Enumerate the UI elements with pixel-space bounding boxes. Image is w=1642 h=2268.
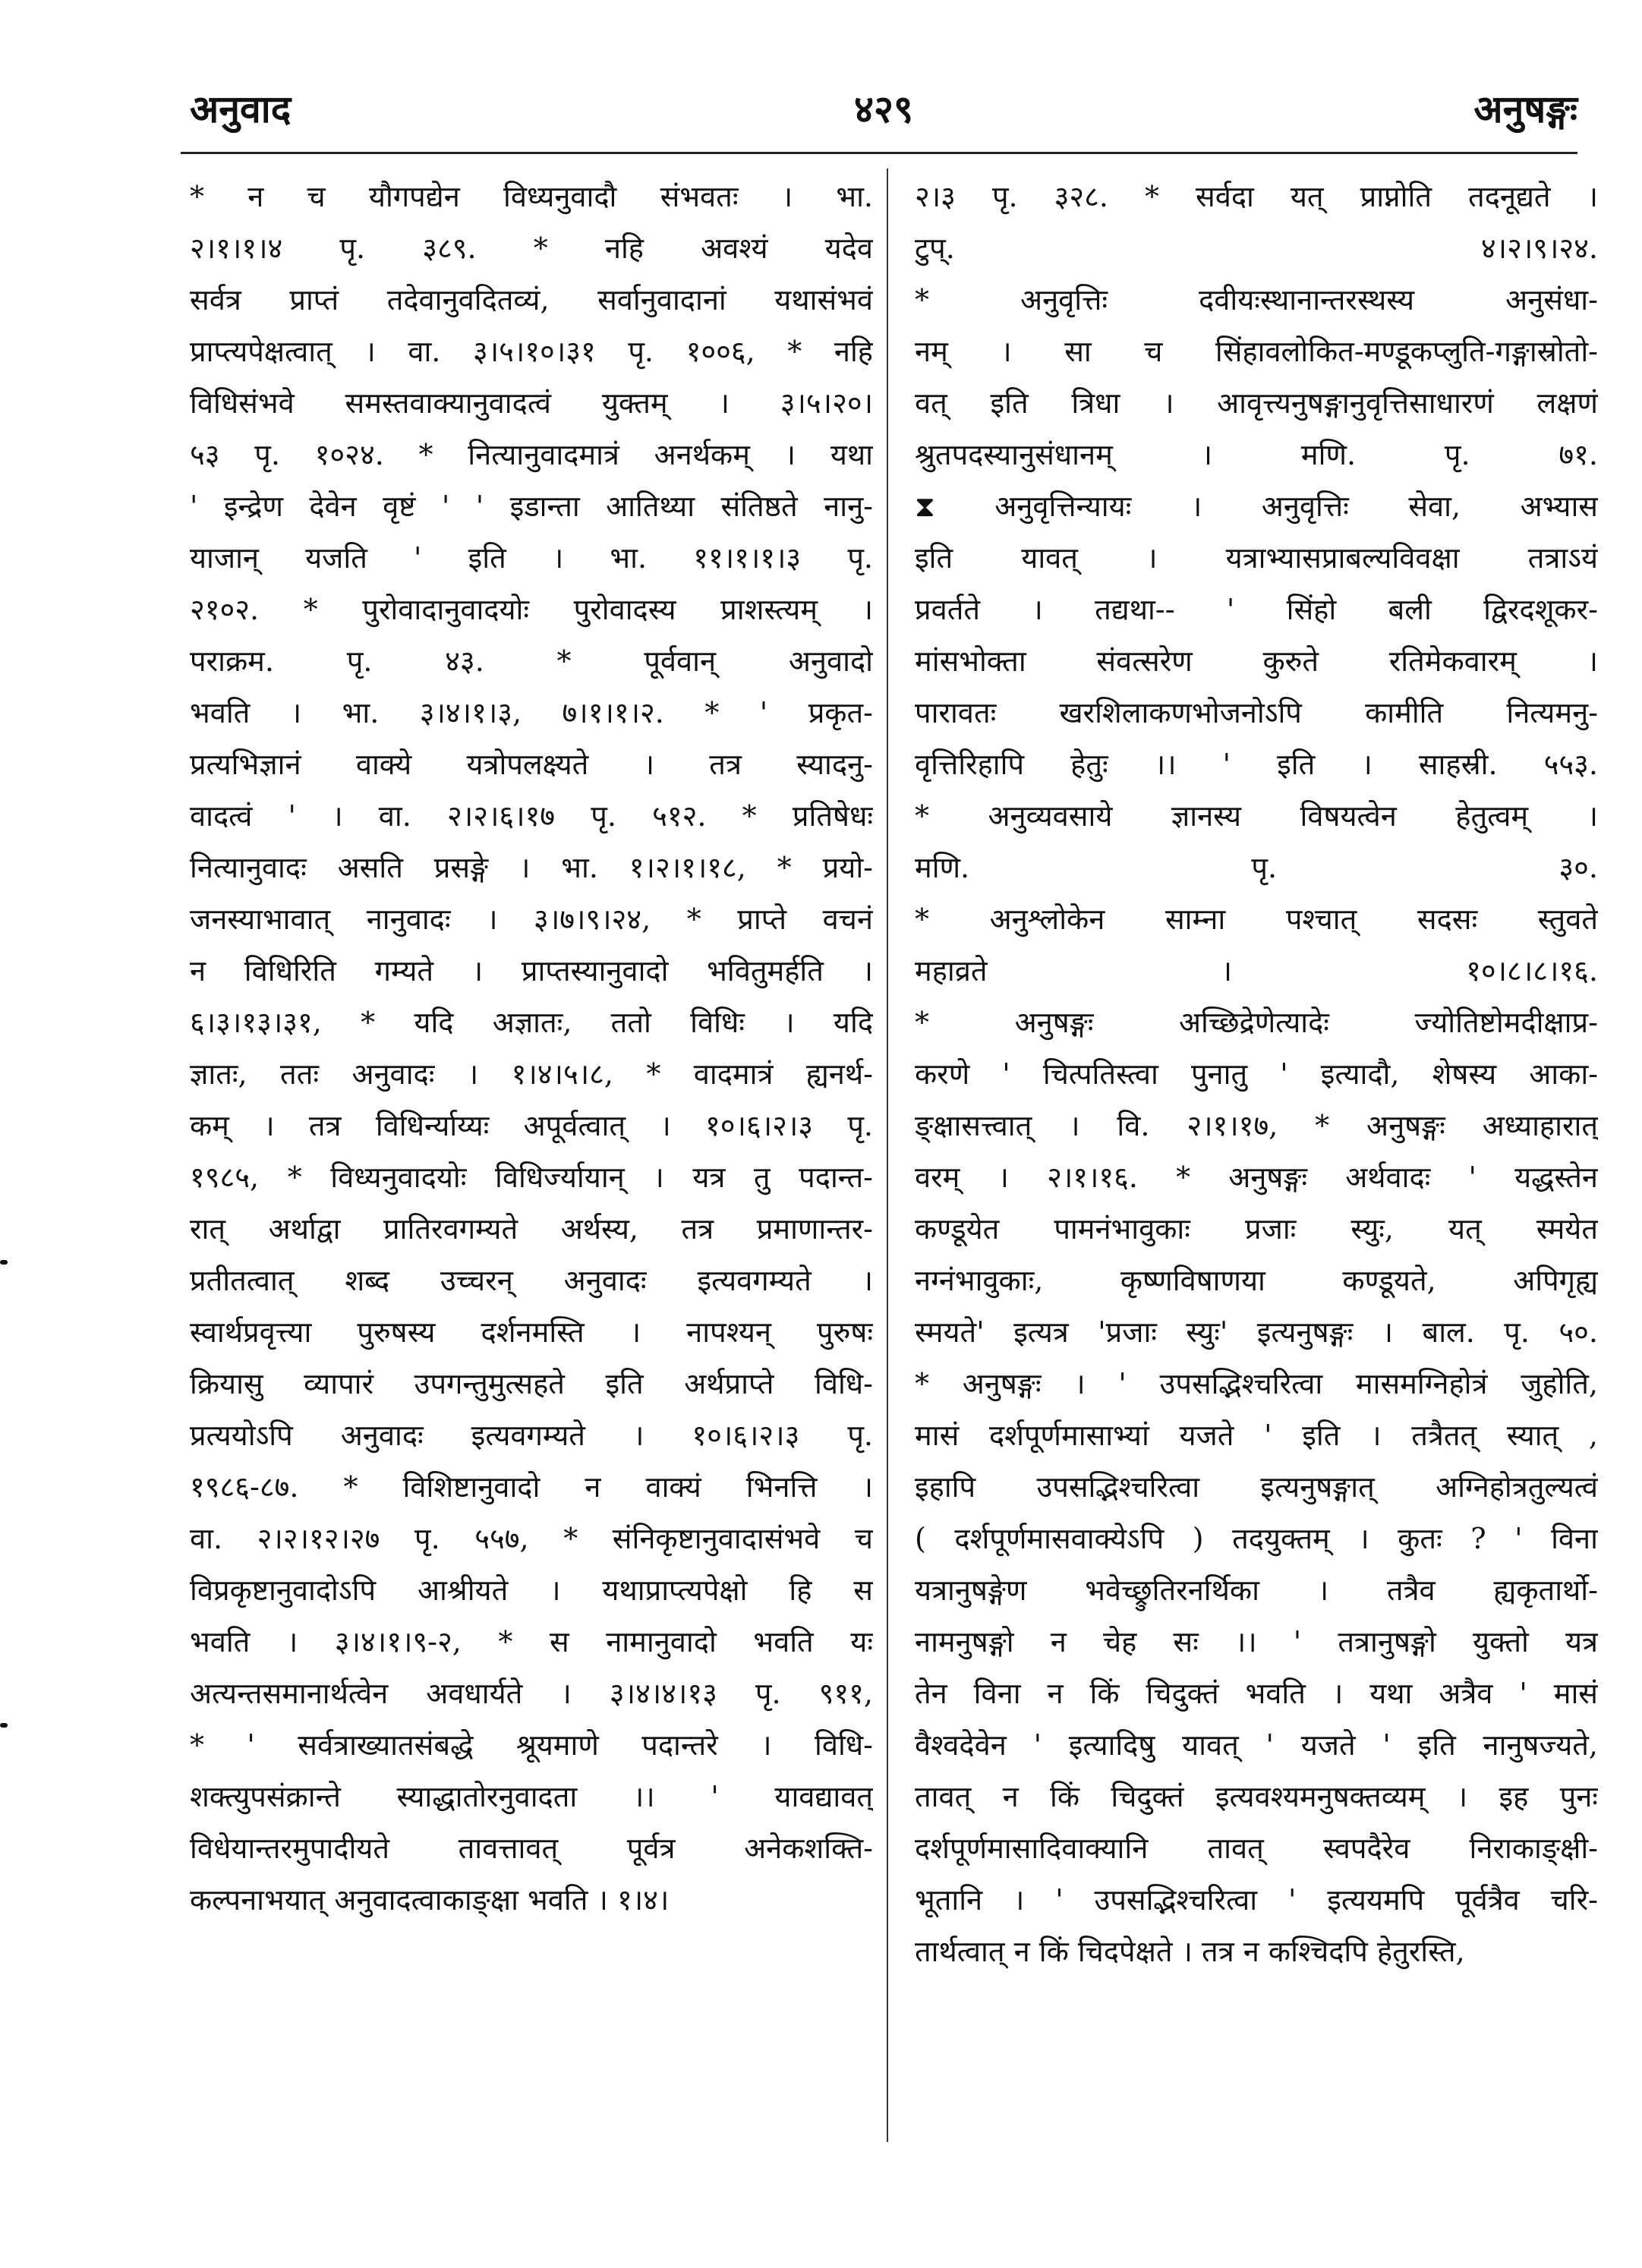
text-line: नित्यानुवादः असति प्रसङ्गे । भा. १।२।१।१८, * प्रयो-: [190, 851, 873, 884]
text-line: ' इन्द्रेण देवेन वृष्टं ' ' इडान्ता आतिथ्या संतिष्ठते नानु-: [190, 490, 873, 523]
margin-dash: [0, 1723, 8, 1728]
text-line: विप्रकृष्टानुवादोऽपि आश्रीयते । यथाप्राप्त्यपेक्षो हि स: [190, 1573, 873, 1607]
text-line: वृत्तिरिहापि हेतुः ।। ' इति । साहस्री. ५५३.: [915, 748, 1598, 781]
page-header: [190, 76, 1577, 144]
text-line: नम् । सा च सिंहावलोकित-मण्डूकप्लुति-गङ्गास्रोतो-: [915, 335, 1598, 368]
text-line: ५३ पृ. १०२४. * नित्यानुवादमात्रं अनर्थकम् । यथा: [190, 438, 873, 471]
text-line: सर्वत्र प्राप्तं तदेवानुवदितव्यं, सर्वानुवादानां यथासंभवं: [190, 283, 873, 317]
text-line: वा. २।२।१२।२७ पृ. ५५७, * संनिकृष्टानुवादासंभवे च: [190, 1522, 873, 1555]
text-line: इहापि उपसद्भिश्चरित्वा इत्यनुषङ्गात् अग्निहोत्रतुल्यत्वं: [915, 1470, 1598, 1504]
text-line: प्राप्त्यपेक्षत्वात् । वा. ३।५।१०।३१ पृ. १००६, * नहि: [190, 335, 873, 368]
running-head-right: अनुषङ्गः: [1473, 87, 1577, 131]
text-line: महाव्रते । १०।८।८।१६.: [915, 954, 1598, 988]
text-line: प्रवर्तते । तद्यथा-- ' सिंहो बली द्विरदशूकर-: [915, 593, 1598, 626]
text-line: ज्ञातः, ततः अनुवादः । १।४।५।८, * वादमात्रं ह्यनर्थ-: [190, 1057, 873, 1091]
text-line: १९८५, * विध्यनुवादयोः विधिर्ज्यायान् । यत्र तु पदान्त-: [190, 1161, 873, 1194]
text-line: वरम् । २।१।१६. * अनुषङ्गः अर्थवादः ' यद्धस्तेन: [915, 1161, 1598, 1194]
text-line: वत् इति त्रिधा । आवृत्त्यनुषङ्गानुवृत्तिसाधारणं लक्षणं: [915, 386, 1598, 420]
text-line: करणे ' चित्पतिस्त्वा पुनातु ' इत्यादौ, शेषस्य आका-: [915, 1057, 1598, 1091]
text-line: भूतानि । ' उपसद्भिश्चरित्वा ' इत्ययमपि पूर्वत्रैव चरि-: [915, 1883, 1598, 1917]
text-line: न विधिरिति गम्यते । प्राप्तस्यानुवादो भवितुमर्हति ।: [190, 954, 873, 988]
text-line: तावत् न किं चिदुक्तं इत्यवश्यमनुषक्तव्यम् । इह पुनः: [915, 1780, 1598, 1813]
column-divider: [887, 169, 888, 2142]
text-line: २।१।१।४ पृ. ३८९. * नहि अवश्यं यदेव: [190, 232, 873, 265]
text-line: २१०२. * पुरोवादानुवादयोः पुरोवादस्य प्राशस्त्यम् ।: [190, 593, 873, 626]
text-line: शक्त्युपसंक्रान्ते स्याद्धातोरनुवादता ।। ' यावद्यावत्: [190, 1780, 873, 1813]
text-line: नग्नंभावुकाः, कृष्णविषाणया कण्डूयते, अपिगृह्य: [915, 1264, 1598, 1297]
text-line: ६।३।१३।३१, * यदि अज्ञातः, ततो विधिः । यदि: [190, 1006, 873, 1039]
text-line: वादत्वं ' । वा. २।२।६।१७ पृ. ५१२. * प्रतिषेधः: [190, 799, 873, 833]
text-line: * न च यौगपद्येन विध्यनुवादौ संभवतः । भा.: [190, 180, 873, 213]
text-line: पारावतः खरशिलाकणभोजनोऽपि कामीति नित्यमनु-: [915, 696, 1598, 729]
text-line: वैश्वदेवेन ' इत्यादिषु यावत् ' यजते ' इति नानुषज्यते,: [915, 1728, 1598, 1762]
text-line: जनस्याभावात् नानुवादः । ३।७।९।२४, * प्राप्ते वचनं: [190, 902, 873, 936]
text-line: * ' सर्वत्राख्यातसंबद्धे श्रूयमाणे पदान्तरे । विधि-: [190, 1728, 873, 1762]
text-line: मासं दर्शपूर्णमासाभ्यां यजते ' इति । तत्रैतत् स्यात् ,: [915, 1419, 1598, 1452]
text-line: कल्पनाभयात् अनुवादत्वाकाङ्क्षा भवति । १।४।: [190, 1883, 670, 1917]
text-line: नामनुषङ्गो न चेह सः ।। ' तत्रानुषङ्गो युक्तो यत्र: [915, 1625, 1598, 1658]
text-line: टुप्. ४।२।९।२४.: [915, 232, 1598, 265]
text-line: * अनुवृत्तिः दवीयःस्थानान्तरस्थस्य अनुसंधा-: [915, 283, 1598, 317]
text-line: दर्शपूर्णमासादिवाक्यानि तावत् स्वपदैरेव निराकाङ्क्षी-: [915, 1832, 1598, 1865]
text-line: ङ्क्षासत्त्वात् । वि. २।१।१७, * अनुषङ्गः अध्याहारात्: [915, 1109, 1598, 1142]
running-head-left: अनुवाद: [190, 87, 292, 131]
page-number: ४२९: [854, 87, 913, 131]
text-line: स्वार्थप्रवृत्त्या पुरुषस्य दर्शनमस्ति । नापश्यन् पुरुषः: [190, 1315, 873, 1349]
text-line: १९८६-८७. * विशिष्टानुवादो न वाक्यं भिनत्ति ।: [190, 1470, 873, 1504]
text-line: याजान् यजति ' इति । भा. ११।१।१।३ पृ.: [190, 541, 873, 575]
text-line: क्रियासु व्यापारं उपगन्तुमुत्सहते इति अर्थप्राप्ते विधि-: [190, 1367, 873, 1400]
text-line: प्रत्यभिज्ञानं वाक्ये यत्रोपलक्ष्यते । तत्र स्यादनु-: [190, 748, 873, 781]
text-line: भवति । ३।४।१।९-२, * स नामानुवादो भवति यः: [190, 1625, 873, 1658]
text-line: * अनुषङ्गः । ' उपसद्भिश्चरित्वा मासमग्निहोत्रं जुहोति,: [915, 1367, 1598, 1400]
text-line: कण्डूयेत पामनंभावुकाः प्रजाः स्युः, यत् स्मयेत: [915, 1212, 1598, 1246]
margin-dot: [0, 1260, 8, 1265]
text-line: श्रुतपदस्यानुसंधानम् । मणि. पृ. ७१.: [915, 438, 1598, 471]
text-line: स्मयते' इत्यत्र 'प्रजाः स्युः' इत्यनुषङ्गः । बाल. पृ. ५०.: [915, 1315, 1598, 1349]
text-line: विधिसंभवे समस्तवाक्यानुवादत्वं युक्तम् । ३।५।२०।: [190, 386, 873, 420]
text-line: * अनुव्यवसाये ज्ञानस्य विषयत्वेन हेतुत्वम् ।: [915, 799, 1598, 833]
right-column: [915, 171, 1598, 2144]
text-line: यत्रानुषङ्गेण भवेच्छ्रुतिरनर्थिका । तत्रैव ह्यकृतार्थो-: [915, 1573, 1598, 1607]
header-rule: [181, 152, 1577, 154]
text-line: अत्यन्तसमानार्थत्वेन अवधार्यते । ३।४।४।१३ पृ. ९११,: [190, 1677, 873, 1710]
text-line: प्रतीतत्वात् शब्द उच्चरन् अनुवादः इत्यवगम्यते ।: [190, 1264, 873, 1297]
text-line: ( दर्शपूर्णमासवाक्येऽपि ) तदयुक्तम् । कुतः ? ' विना: [915, 1522, 1598, 1555]
text-line: तार्थत्वात् न किं चिदपेक्षते । तत्र न कश्चिदपि हेतुरस्ति,: [915, 1935, 1465, 1968]
text-line: विधेयान्तरमुपादीयते तावत्तावत् पूर्वत्र अनेकशक्ति-: [190, 1832, 873, 1865]
text-line: * अनुश्लोकेन साम्ना पश्चात् सदसः स्तुवते: [915, 902, 1598, 936]
text-line: इति यावत् । यत्राभ्यासप्राबल्यविवक्षा तत्राऽयं: [915, 541, 1598, 575]
text-line: रात् अर्थाद्वा प्रातिरवगम्यते अर्थस्य, तत्र प्रमाणान्तर-: [190, 1212, 873, 1246]
text-line: पराक्रम. पृ. ४३. * पूर्ववान् अनुवादो: [190, 644, 873, 678]
text-line: प्रत्ययोऽपि अनुवादः इत्यवगम्यते । १०।६।२।३ पृ.: [190, 1419, 873, 1452]
left-column: [190, 171, 873, 2144]
text-line: मणि. पृ. ३०.: [915, 851, 1598, 884]
text-line: * अनुषङ्गः अच्छिद्रेणेत्यादेः ज्योतिष्टोमदीक्षाप्र-: [915, 1006, 1598, 1039]
text-line: तेन विना न किं चिदुक्तं भवति । यथा अत्रैव ' मासं: [915, 1677, 1598, 1710]
text-line: भवति । भा. ३।४।१।३, ७।१।१।२. * ' प्रकृत-: [190, 696, 873, 729]
text-line: ⧗ अनुवृत्तिन्यायः । अनुवृत्तिः सेवा, अभ्यास: [915, 490, 1598, 523]
text-line: कम् । तत्र विधिर्न्याय्यः अपूर्वत्वात् । १०।६।२।३ पृ.: [190, 1109, 873, 1142]
text-line: मांसभोक्ता संवत्सरेण कुरुते रतिमेकवारम् ।: [915, 644, 1598, 678]
text-line: २।३ पृ. ३२८. * सर्वदा यत् प्राप्नोति तदनूद्यते ।: [915, 180, 1598, 213]
